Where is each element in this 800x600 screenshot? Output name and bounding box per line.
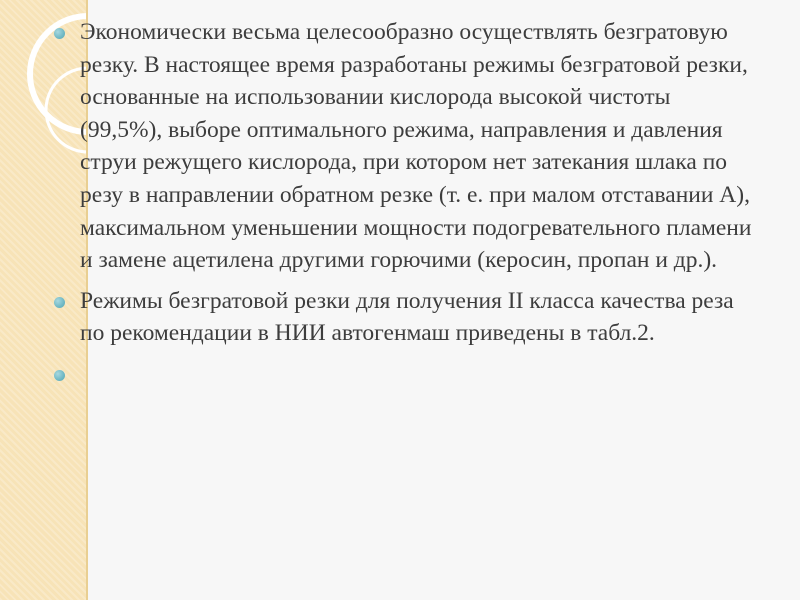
slide-content	[52, 16, 757, 400]
bullet-text: Экономически весьма целесообразно осуществлять безгратовую резку. В настоящее время разработаны режимы безгратовой резки, основанные на использовании кислорода высокой чистоты (99,5%), выборе оптимального режима, направления и давления струи режущего кислорода, при котором нет затекания шлака по резу в направлении обратном резке (т. е. при малом отставании А), максимальном уменьшении мощности подогревательного пламени и замене ацетилена другими горючими (керосин, пропан и др.).	[80, 19, 752, 274]
bullet-dot-icon	[54, 370, 65, 381]
bullet-dot-icon	[54, 28, 65, 39]
bullet-item	[52, 285, 757, 350]
bullet-text: Режимы безгратовой резки для получения II класса качества реза по рекомендации в НИИ автогенмаш приведены в табл.2.	[80, 287, 734, 347]
bullet-item	[52, 358, 757, 392]
bullet-item	[52, 16, 757, 277]
bullet-dot-icon	[54, 297, 65, 308]
